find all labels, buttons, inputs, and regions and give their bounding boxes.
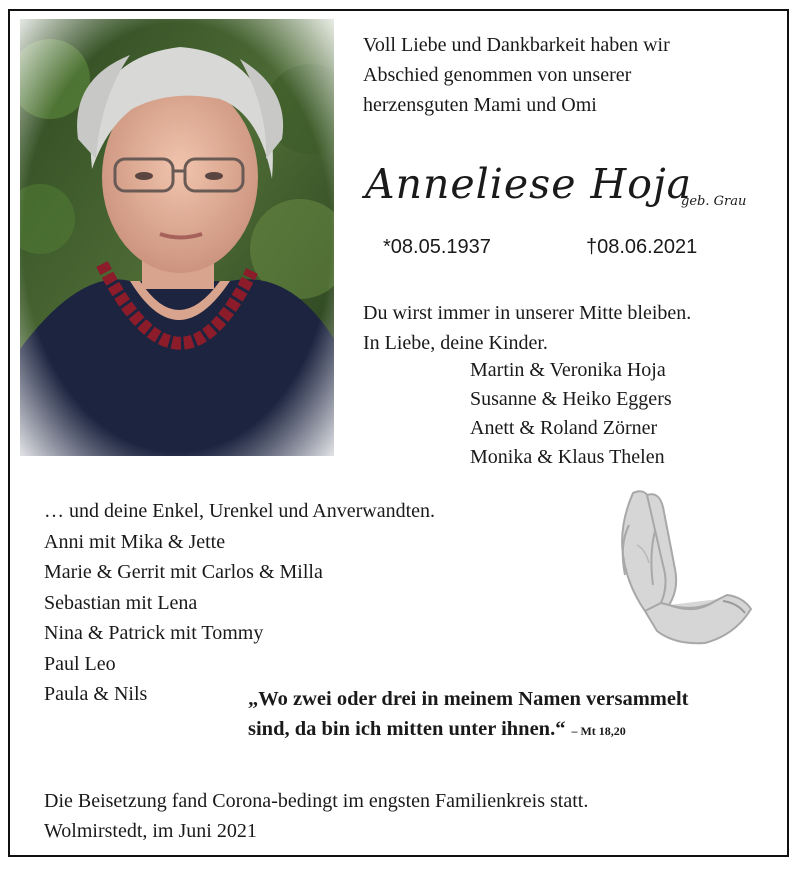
intro-line: Voll Liebe und Dankbarkeit haben wir	[363, 34, 670, 56]
list-item: Sebastian mit Lena	[44, 591, 198, 614]
portrait-photo	[20, 19, 334, 456]
death-date: †08.06.2021	[586, 236, 698, 258]
footer-text	[44, 786, 588, 846]
verse-line-2	[248, 714, 688, 746]
deceased-name: Anneliese Hoja	[365, 160, 693, 208]
footer-line: Die Beisetzung fand Corona-bedingt im engsten Familienkreis statt.	[44, 790, 589, 812]
message-line: Du wirst immer in unserer Mitte bleiben.	[363, 302, 692, 324]
list-item: Martin & Veronika Hoja	[470, 359, 666, 381]
grandchildren-list	[44, 496, 435, 710]
intro-text	[363, 30, 670, 120]
list-item: Anett & Roland Zörner	[470, 417, 658, 439]
verse-line: „Wo zwei oder drei in meinem Namen versammelt	[248, 688, 689, 710]
bible-verse	[248, 684, 688, 746]
intro-line: Abschied genommen von unserer	[363, 64, 632, 86]
list-item: Marie & Gerrit mit Carlos & Milla	[44, 561, 323, 583]
message-line: In Liebe, deine Kinder.	[363, 332, 548, 354]
children-list	[470, 356, 672, 472]
praying-hands-icon	[605, 485, 755, 660]
list-item: Anni mit Mika & Jette	[44, 530, 226, 553]
list-item: Susanne & Heiko Eggers	[470, 388, 672, 410]
verse-reference: – Mt 18,20	[571, 724, 626, 738]
grandchildren-intro: … und deine Enkel, Urenkel und Anverwandten.	[44, 500, 436, 522]
list-item: Monika & Klaus Thelen	[470, 446, 665, 468]
maiden-name: geb. Grau	[681, 194, 747, 209]
list-item: Nina & Patrick mit Tommy	[44, 622, 264, 644]
list-item: Paul Leo	[44, 652, 116, 675]
message-text	[363, 298, 691, 358]
birth-date: *08.05.1937	[383, 236, 491, 258]
verse-line: sind, da bin ich mitten unter ihnen.“	[248, 718, 566, 740]
intro-line: herzensguten Mami und Omi	[363, 94, 597, 116]
list-item: Paula & Nils	[44, 683, 148, 705]
footer-line: Wolmirstedt, im Juni 2021	[44, 820, 257, 842]
